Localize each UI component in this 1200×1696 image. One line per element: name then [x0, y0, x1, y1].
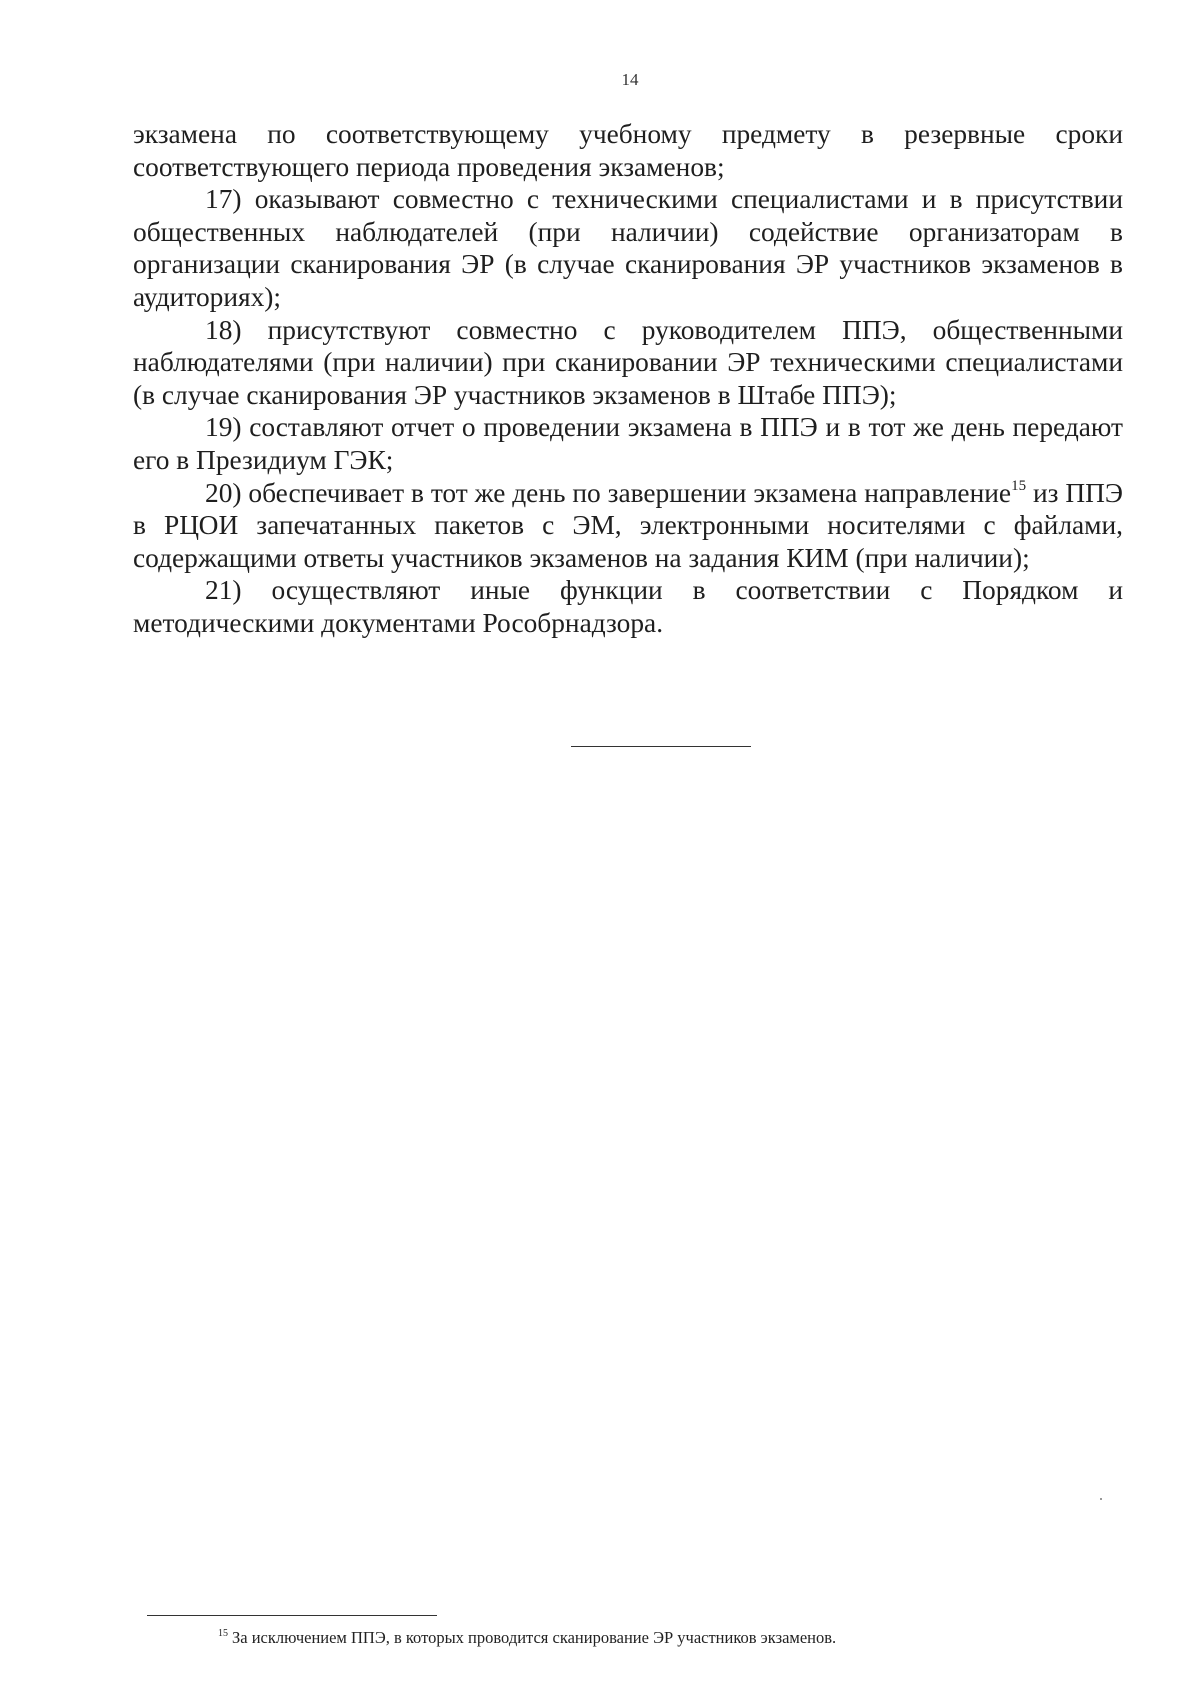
footnote-number: 15	[218, 1628, 228, 1639]
document-body	[133, 118, 1123, 640]
footnote-reference: 15	[1011, 477, 1027, 494]
scan-speck	[1100, 1498, 1102, 1500]
paragraph-continuation: экзамена по соответствующему учебному предмету в резервные сроки соответствующего периода проведения экзаменов;	[133, 119, 1123, 182]
footnote	[218, 1628, 1118, 1648]
list-item-20-text-after: из ППЭ в РЦОИ запечатанных пакетов с ЭМ, электронными носителями с файлами, содержащими ответы участников экзаменов на задания КИМ (при наличии);	[133, 477, 1123, 573]
list-item-20	[133, 477, 1123, 575]
footnote-text: За исключением ППЭ, в которых проводится сканирование ЭР участников экзаменов.	[232, 1628, 837, 1647]
list-item-20-text-before: 20) обеспечивает в тот же день по завершении экзамена направление	[205, 477, 1012, 508]
end-separator-line	[571, 746, 751, 747]
page-number: 14	[621, 70, 639, 89]
list-item-21: 21) осуществляют иные функции в соответствии с Порядком и методическими документами Рособрнадзора.	[133, 575, 1123, 638]
list-item-18: 18) присутствуют совместно с руководителем ППЭ, общественными наблюдателями (при наличии) при сканировании ЭР техническими специалистами (в случае сканирования ЭР участников экзаменов в Штабе ППЭ);	[133, 314, 1123, 410]
list-item-17: 17) оказывают совместно с техническими специалистами и в присутствии общественных наблюдателей (при наличии) содействие организаторам в организации сканирования ЭР (в случае сканирования ЭР участников экзаменов в аудиториях);	[133, 184, 1123, 312]
footnote-separator-line	[147, 1615, 437, 1616]
list-item-19: 19) составляют отчет о проведении экзамена в ППЭ и в тот же день передают его в Президиум ГЭК;	[133, 412, 1123, 475]
